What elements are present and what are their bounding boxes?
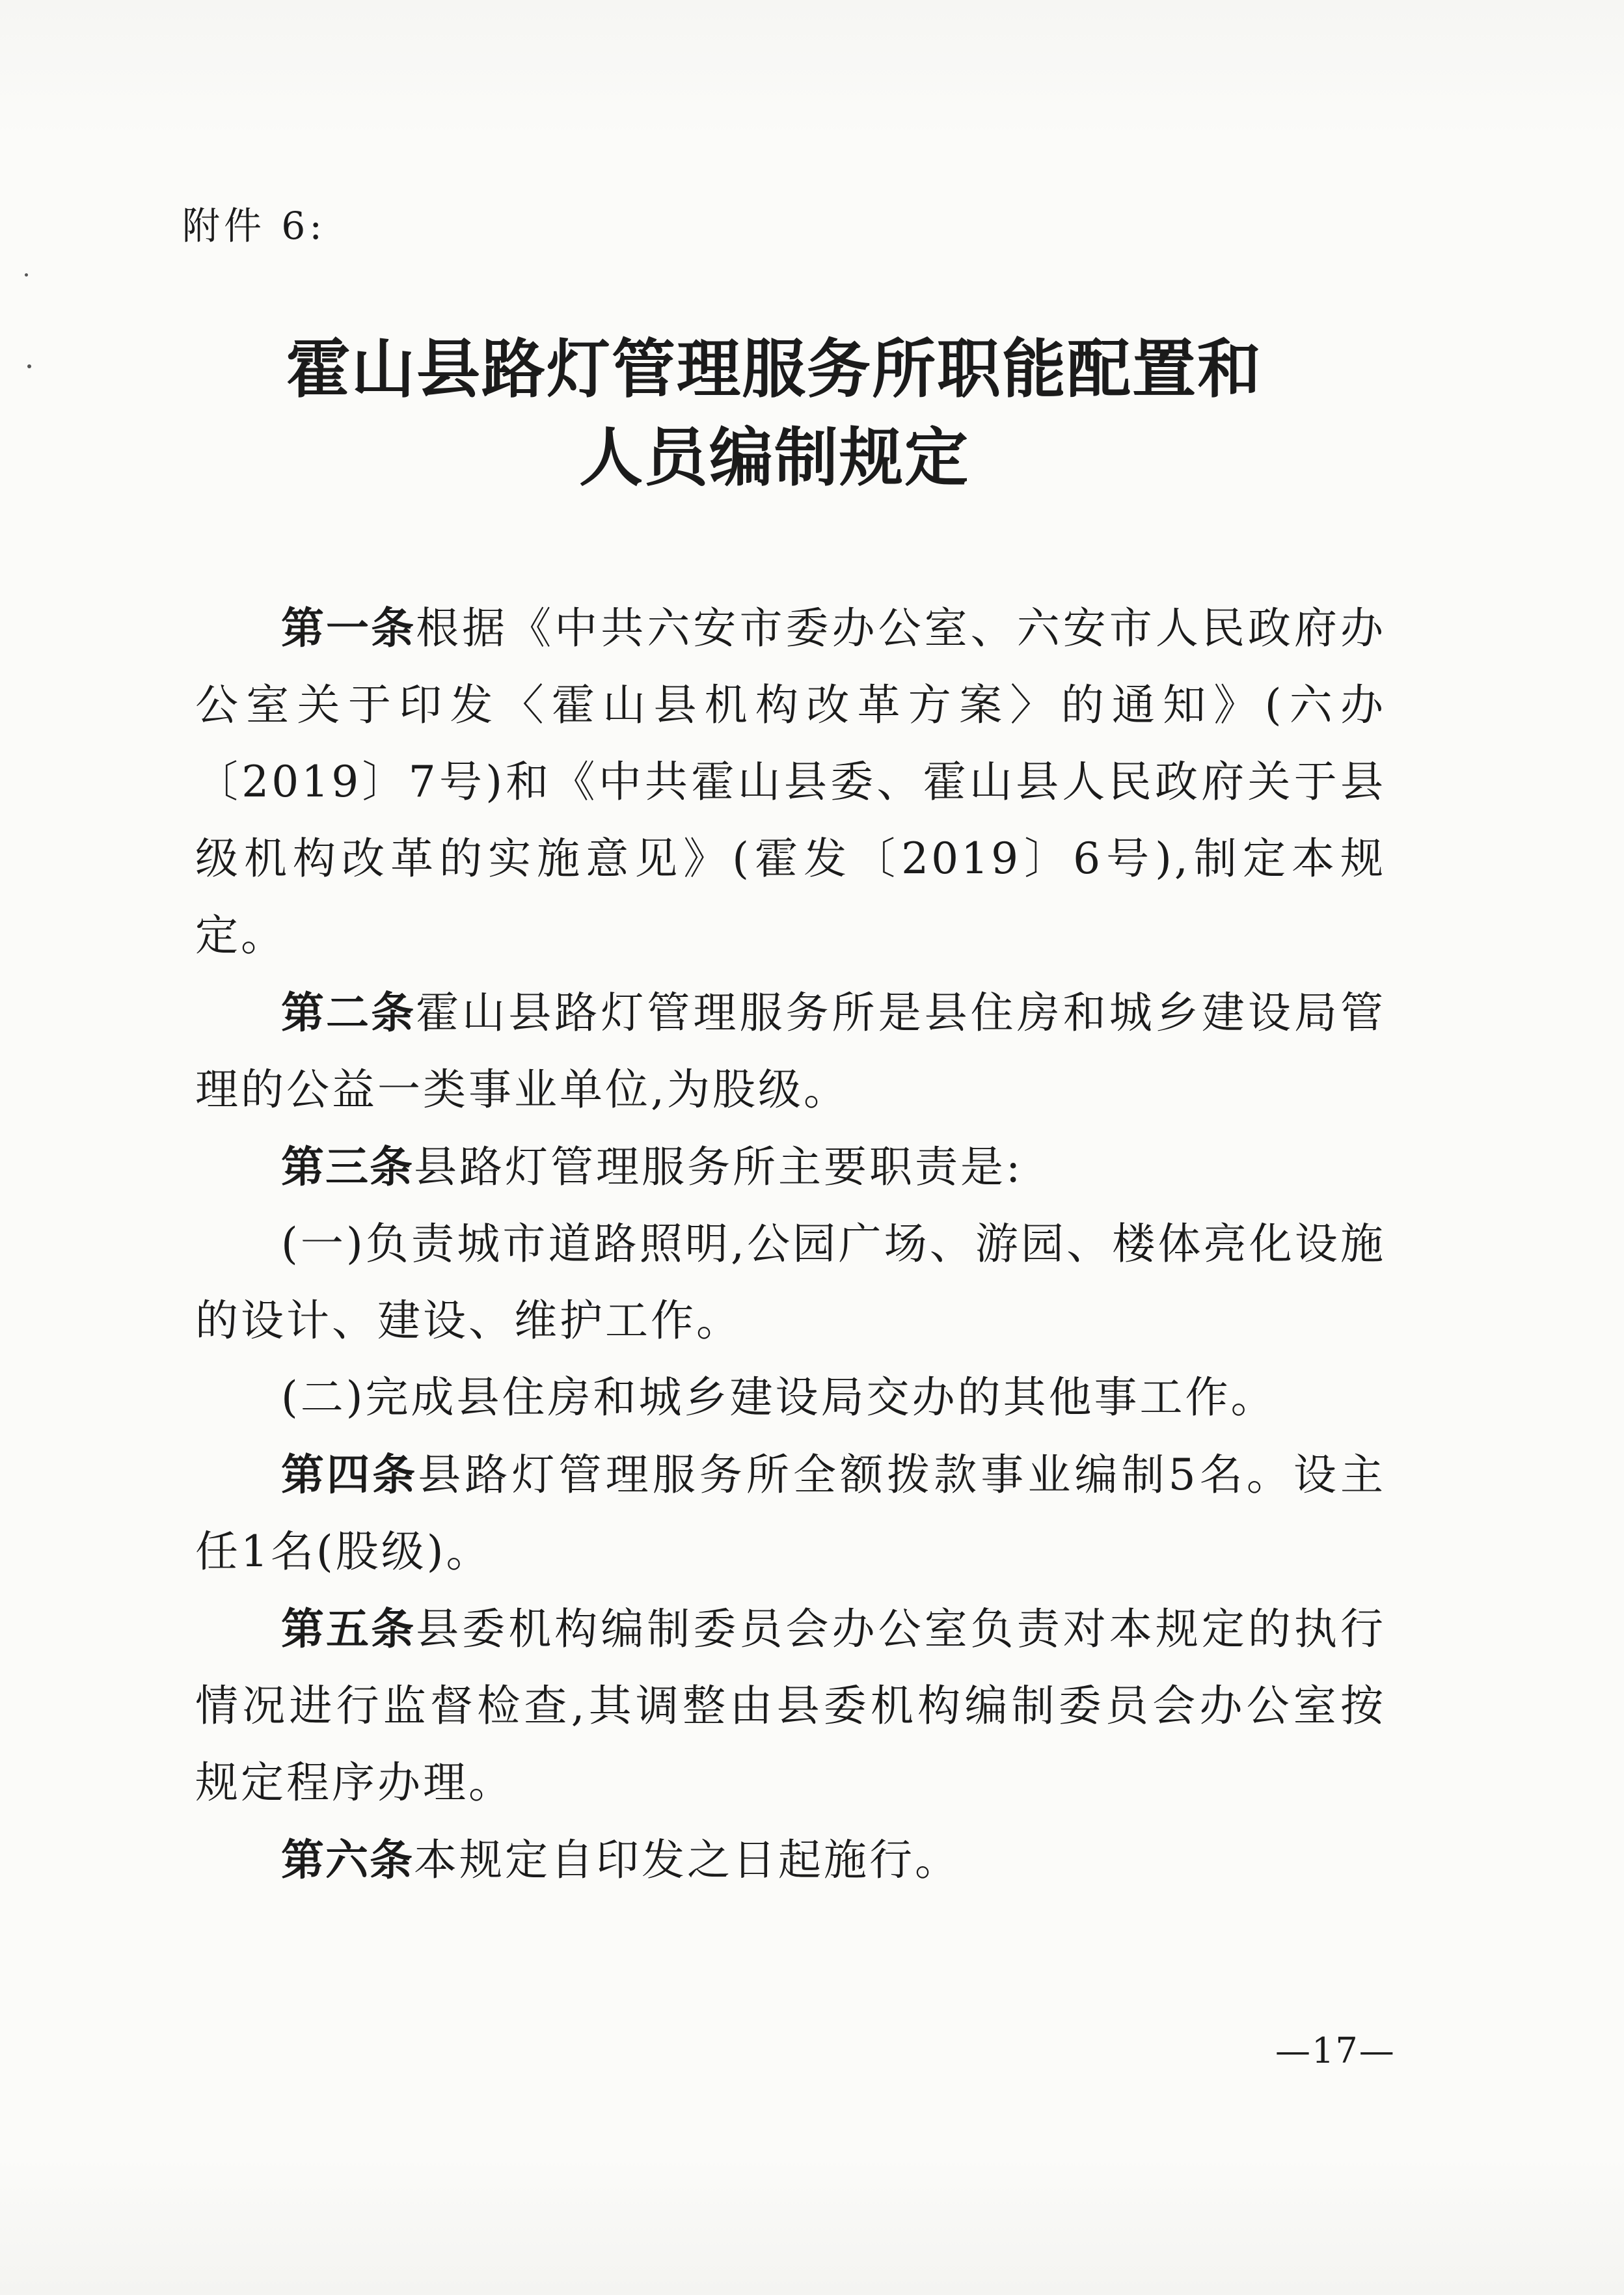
article-label: 第五条	[281, 1603, 416, 1654]
article-label: 第二条	[281, 987, 416, 1038]
article-text: 县路灯管理服务所全额拨款事业编制5名。设主任1名(股级)。	[195, 1450, 1386, 1577]
article-label: 第四条	[281, 1449, 418, 1500]
article-label: 第六条	[281, 1834, 414, 1885]
article-label: 第一条	[281, 603, 416, 653]
article-1	[195, 590, 1386, 974]
duty-item-1	[195, 1206, 1386, 1359]
article-4	[195, 1436, 1386, 1590]
duty-text: (二)完成县住房和城乡建设局交办的其他事工作。	[281, 1372, 1277, 1422]
document-title	[0, 325, 1549, 502]
article-text: 根据《中共六安市委办公室、六安市人民政府办公室关于印发〈霍山县机构改革方案〉的通知》(六办〔2019〕7号)和《中共霍山县委、霍山县人民政府关于县级机构改革的实施意见》(霍发〔2019〕6号),制定本规定。	[195, 603, 1387, 960]
title-line-1: 霍山县路灯管理服务所职能配置和	[286, 332, 1262, 407]
attachment-label: 附件 6:	[182, 204, 326, 248]
page-number: —17—	[1275, 2030, 1396, 2071]
title-line-2: 人员编制规定	[578, 420, 969, 495]
document-body	[195, 590, 1386, 1899]
article-3	[195, 1128, 1386, 1206]
article-text: 县委机构编制委员会办公室负责对本规定的执行情况进行监督检查,其调整由县委机构编制委员会办公室按规定程序办理。	[195, 1604, 1387, 1808]
scan-speck	[27, 364, 31, 368]
article-6	[195, 1821, 1386, 1899]
article-text: 县路灯管理服务所主要职责是:	[414, 1142, 1023, 1192]
duty-text: (一)负责城市道路照明,公园广场、游园、楼体亮化设施的设计、建设、维护工作。	[195, 1219, 1386, 1346]
article-2	[195, 974, 1386, 1128]
scan-speck	[25, 273, 28, 277]
article-label: 第三条	[281, 1141, 414, 1192]
article-5	[195, 1590, 1386, 1821]
article-text: 霍山县路灯管理服务所是县住房和城乡建设局管理的公益一类事业单位,为股级。	[195, 988, 1387, 1115]
article-text: 本规定自印发之日起施行。	[414, 1835, 960, 1885]
duty-item-2	[195, 1359, 1386, 1436]
